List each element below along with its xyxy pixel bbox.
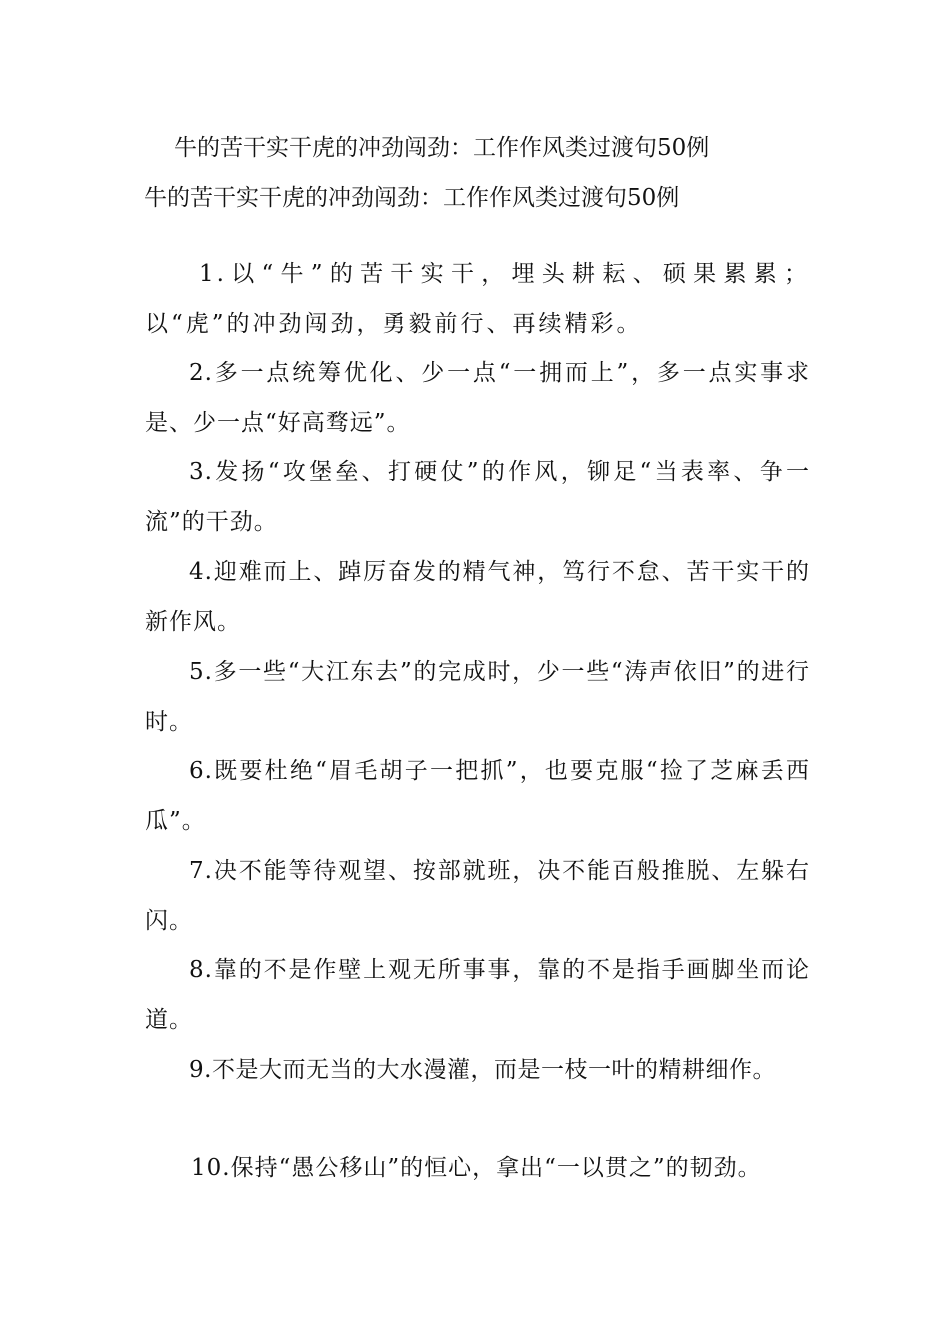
document-title: 牛的苦干实干虎的冲劲闯劲：工作作风类过渡句50例: [174, 135, 710, 161]
paragraph-6: 6.既要杜绝“眉毛胡子一把抓”，也要克服“捡了芝麻丢西瓜”。: [145, 758, 810, 834]
paragraph-3: 3.发扬“攻堡垒、打硬仗”的作风，铆足“当表率、争一流”的干劲。: [145, 459, 810, 535]
paragraph-9: 9.不是大而无当的大水漫灌，而是一枝一叶的精耕细作。: [189, 1057, 776, 1083]
paragraph-5: 5.多一些“大江东去”的完成时，少一些“涛声依旧”的进行时。: [145, 659, 810, 735]
paragraph-4: 4.迎难而上、踔厉奋发的精气神，笃行不怠、苦干实干的新作风。: [145, 559, 810, 635]
paragraph-8: 8.靠的不是作壁上观无所事事，靠的不是指手画脚坐而论道。: [145, 957, 810, 1033]
paragraph-7: 7.决不能等待观望、按部就班，决不能百般推脱、左躲右闪。: [145, 858, 810, 934]
paragraph-10: 10.保持“愚公移山”的恒心，拿出“一以贯之”的韧劲。: [191, 1155, 762, 1181]
document-subtitle: 牛的苦干实干虎的冲劲闯劲：工作作风类过渡句50例: [144, 185, 680, 211]
paragraph-2: 2.多一点统筹优化、少一点“一拥而上”，多一点实事求是、少一点“好高骛远”。: [145, 360, 810, 436]
paragraph-1: 1.以“牛”的苦干实干，埋头耕耘、硕果累累；以“虎”的冲劲闯劲，勇毅前行、再续精彩。: [145, 261, 810, 337]
